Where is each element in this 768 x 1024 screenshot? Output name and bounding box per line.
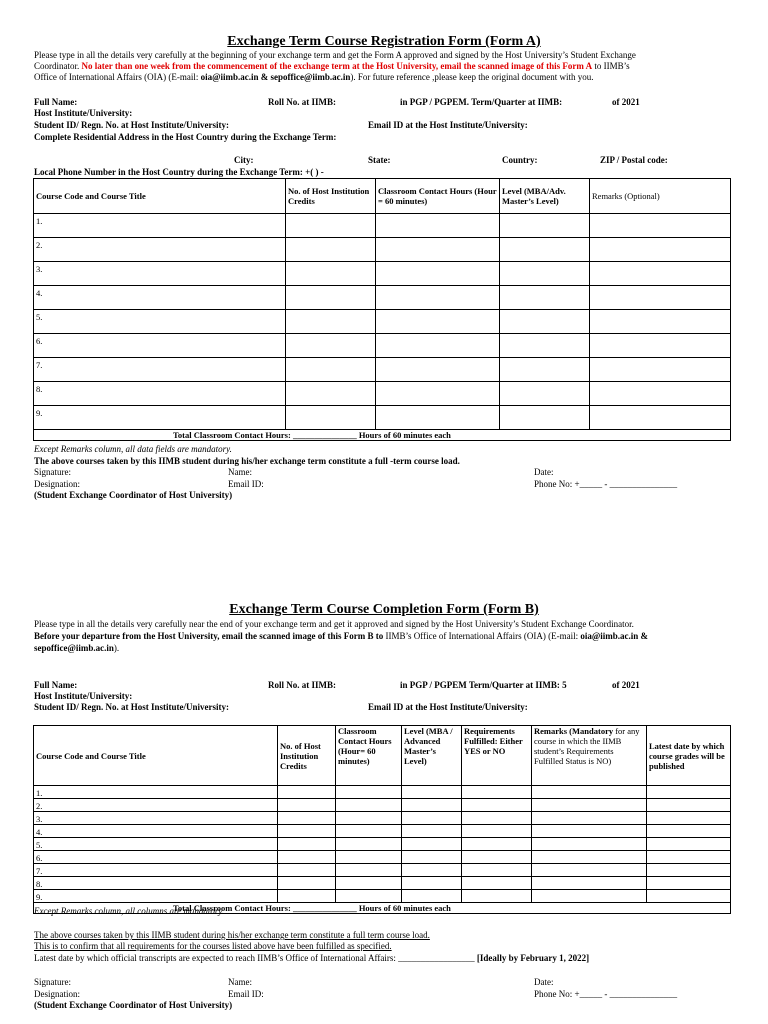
table-cell[interactable] — [590, 238, 731, 262]
table-cell[interactable] — [500, 238, 590, 262]
name-label[interactable]: Name: — [228, 977, 252, 987]
table-cell[interactable] — [647, 877, 731, 890]
table-cell[interactable] — [590, 214, 731, 238]
course-cell[interactable]: 3. — [34, 262, 286, 286]
table-row — [34, 382, 731, 406]
col-hours: Classroom Contact Hours (Hour = 60 minutes) — [376, 179, 500, 214]
state-label: State: — [368, 155, 391, 165]
form-a-intro-line1: Please type in all the details very carefully at the beginning of your exchange term and get the Form A approved and signed by the Host University’s Student Exchange — [34, 50, 636, 60]
table-row — [34, 786, 731, 799]
table-cell[interactable] — [286, 214, 376, 238]
table-cell[interactable] — [376, 286, 500, 310]
total-hours[interactable]: Total Classroom Contact Hours: _______________ Hours of 60 minutes each — [34, 903, 731, 914]
table-cell[interactable] — [590, 406, 731, 430]
table-cell[interactable] — [500, 286, 590, 310]
table-cell[interactable] — [278, 786, 336, 799]
table-cell[interactable] — [462, 838, 532, 851]
table-cell[interactable] — [286, 310, 376, 334]
intro-text: to IIMB’s — [592, 61, 630, 71]
table-cell[interactable] — [462, 825, 532, 838]
remarks-title: Remarks (Mandatory — [534, 726, 614, 736]
col-level: Level (MBA/Adv. Master’s Level) — [500, 179, 590, 214]
table-cell[interactable] — [402, 799, 462, 812]
table-row — [34, 851, 731, 864]
course-cell[interactable]: 5. — [34, 310, 286, 334]
table-cell[interactable] — [402, 851, 462, 864]
address-label: Complete Residential Address in the Host Country during the Exchange Term: — [34, 132, 337, 142]
host-institute-label: Host Institute/University: — [34, 691, 133, 701]
form-b-course-table — [33, 725, 731, 914]
table-cell[interactable] — [532, 851, 647, 864]
coordinator-label: (Student Exchange Coordinator of Host University) — [34, 1000, 233, 1010]
col-course: Course Code and Course Title — [34, 179, 286, 214]
table-cell[interactable] — [647, 825, 731, 838]
full-name-label: Full Name: — [34, 97, 78, 107]
table-cell[interactable] — [336, 877, 402, 890]
sep-email-link[interactable]: sepoffice@iimb.ac.in — [34, 643, 114, 653]
form-b-intro-line1: Please type in all the details very carefully near the end of your exchange term and get it approved and signed by the Host University’s Student Exchange Coordinator. — [34, 619, 634, 629]
table-cell[interactable] — [590, 262, 731, 286]
table-cell[interactable] — [647, 851, 731, 864]
phone-sig-label[interactable]: Phone No: +_____ - _______________ — [534, 479, 678, 489]
table-cell[interactable] — [286, 286, 376, 310]
table-row — [34, 262, 731, 286]
form-b-confirm2: This is to confirm that all requirements for the courses listed above have been fulfilled as specified. — [34, 941, 392, 951]
table-cell[interactable] — [647, 864, 731, 877]
table-row — [34, 334, 731, 358]
col-remarks: Remarks (Optional) — [590, 179, 731, 214]
table-cell[interactable] — [336, 799, 402, 812]
col-level: Level (MBA / Advanced Master’s Level) — [402, 726, 462, 786]
course-cell[interactable]: 2. — [34, 238, 286, 262]
form-b-latest-date[interactable] — [34, 953, 589, 964]
table-cell[interactable] — [376, 334, 500, 358]
table-cell[interactable] — [532, 838, 647, 851]
table-cell[interactable] — [647, 799, 731, 812]
course-cell[interactable]: 4. — [34, 825, 278, 838]
table-cell[interactable] — [402, 838, 462, 851]
form-b-note: Except Remarks column, all columns are mandatory. — [34, 906, 225, 916]
table-cell[interactable] — [278, 812, 336, 825]
table-cell[interactable] — [462, 851, 532, 864]
table-header-row — [34, 179, 731, 214]
table-row — [34, 825, 731, 838]
table-row — [34, 799, 731, 812]
course-cell[interactable]: 9. — [34, 406, 286, 430]
intro-text: ). — [113, 643, 120, 653]
table-cell[interactable] — [532, 812, 647, 825]
table-cell[interactable] — [286, 238, 376, 262]
course-cell[interactable]: 7. — [34, 358, 286, 382]
table-row — [34, 864, 731, 877]
course-cell[interactable]: 6. — [34, 334, 286, 358]
table-cell[interactable] — [278, 890, 336, 903]
table-cell[interactable] — [462, 786, 532, 799]
course-cell[interactable]: 2. — [34, 799, 278, 812]
table-cell[interactable] — [500, 262, 590, 286]
table-cell[interactable] — [590, 286, 731, 310]
table-cell[interactable] — [376, 382, 500, 406]
intro-text: IIMB’s Office of International Affairs (OIA) (E-mail: — [383, 631, 581, 641]
table-cell[interactable] — [336, 890, 402, 903]
col-latest-date: Latest date by which course grades will be published — [647, 726, 731, 786]
pgp-term-label: in PGP / PGPEM Term/Quarter at IIMB: 5 — [400, 680, 567, 690]
table-cell[interactable] — [286, 262, 376, 286]
email-sig-label[interactable]: Email ID: — [228, 989, 264, 999]
total-hours[interactable]: Total Classroom Contact Hours: _______________ Hours of 60 minutes each — [34, 430, 731, 441]
course-cell[interactable]: 8. — [34, 382, 286, 406]
table-cell[interactable] — [376, 238, 500, 262]
table-row — [34, 238, 731, 262]
form-a-intro-line3 — [34, 72, 594, 83]
remarks-detail: for any course in which the IIMB student’s Requirements Fulfilled Status is NO) — [534, 726, 640, 766]
date-label[interactable]: Date: — [534, 467, 554, 477]
table-cell[interactable] — [647, 786, 731, 799]
form-b-title: Exchange Term Course Completion Form (Form B) — [229, 602, 539, 617]
table-cell[interactable] — [286, 406, 376, 430]
table-cell[interactable] — [336, 851, 402, 864]
latest-date-text: Latest date by which official transcripts are expected to reach IIMB’s Office of International Affairs: _________________ — [34, 953, 475, 963]
table-cell[interactable] — [500, 406, 590, 430]
form-a-title: Exchange Term Course Registration Form (Form A) — [227, 34, 541, 49]
table-cell[interactable] — [402, 864, 462, 877]
table-row — [34, 812, 731, 825]
table-cell[interactable] — [462, 799, 532, 812]
full-name-label: Full Name: — [34, 680, 78, 690]
col-course: Course Code and Course Title — [34, 726, 278, 786]
table-cell[interactable] — [532, 890, 647, 903]
table-cell[interactable] — [532, 786, 647, 799]
table-cell[interactable] — [402, 890, 462, 903]
form-a-course-table — [33, 178, 731, 441]
table-cell[interactable] — [278, 838, 336, 851]
course-cell[interactable]: 5. — [34, 838, 278, 851]
table-cell[interactable] — [336, 838, 402, 851]
table-cell[interactable] — [462, 877, 532, 890]
table-cell[interactable] — [500, 358, 590, 382]
zip-label: ZIP / Postal code: — [600, 155, 668, 165]
table-cell[interactable] — [278, 851, 336, 864]
course-cell[interactable]: 1. — [34, 214, 286, 238]
table-row — [34, 877, 731, 890]
host-institute-label: Host Institute/University: — [34, 108, 133, 118]
form-b-intro-line2 — [34, 631, 648, 642]
table-cell[interactable] — [462, 890, 532, 903]
table-cell[interactable] — [590, 358, 731, 382]
email-id-label: Email ID at the Host Institute/University: — [368, 702, 528, 712]
col-remarks — [532, 726, 647, 786]
table-cell[interactable] — [402, 825, 462, 838]
city-label: City: — [234, 155, 254, 165]
course-cell[interactable]: 4. — [34, 286, 286, 310]
col-credits: No. of Host Institution Credits — [278, 726, 336, 786]
table-cell[interactable] — [376, 310, 500, 334]
table-cell[interactable] — [402, 812, 462, 825]
course-cell[interactable]: 1. — [34, 786, 278, 799]
table-cell[interactable] — [462, 864, 532, 877]
pgp-term-label: in PGP / PGPEM. Term/Quarter at IIMB: — [400, 97, 563, 107]
table-cell[interactable] — [532, 799, 647, 812]
table-cell[interactable] — [647, 838, 731, 851]
table-row — [34, 358, 731, 382]
table-cell[interactable] — [286, 334, 376, 358]
table-cell[interactable] — [500, 334, 590, 358]
signature-label[interactable]: Signature: — [34, 977, 71, 987]
course-cell[interactable]: 8. — [34, 877, 278, 890]
table-cell[interactable] — [278, 877, 336, 890]
intro-text: ). For future reference ,please keep the original document with you. — [350, 72, 594, 82]
table-cell[interactable] — [278, 864, 336, 877]
email-id-label: Email ID at the Host Institute/University: — [368, 120, 528, 130]
intro-text: Before your departure from the Host University, email the scanned image of this Form B to — [34, 631, 384, 641]
table-cell[interactable] — [500, 310, 590, 334]
student-id-label: Student ID/ Regn. No. at Host Institute/University: — [34, 120, 230, 130]
table-cell[interactable] — [376, 214, 500, 238]
col-hours: Classroom Contact Hours (Hour= 60 minutes) — [336, 726, 402, 786]
table-row — [34, 890, 731, 903]
table-cell[interactable] — [402, 786, 462, 799]
table-total-row — [34, 430, 731, 441]
year-label: of 2021 — [612, 97, 640, 107]
form-b-intro-line3 — [34, 643, 119, 654]
form-a-note: Except Remarks column, all data fields are mandatory. — [34, 444, 232, 454]
date-label[interactable]: Date: — [534, 977, 554, 987]
email-sig-label[interactable]: Email ID: — [228, 479, 264, 489]
table-row — [34, 286, 731, 310]
col-requirements: Requirements Fulfilled: Either YES or NO — [462, 726, 532, 786]
table-cell[interactable] — [336, 812, 402, 825]
course-cell[interactable]: 3. — [34, 812, 278, 825]
table-cell[interactable] — [532, 864, 647, 877]
phone-sig-label[interactable]: Phone No: +_____ - _______________ — [534, 989, 678, 999]
intro-text: Coordinator. — [34, 61, 82, 71]
designation-label[interactable]: Designation: — [34, 989, 80, 999]
table-row — [34, 214, 731, 238]
table-cell[interactable] — [336, 786, 402, 799]
table-cell[interactable] — [278, 825, 336, 838]
table-cell[interactable] — [402, 877, 462, 890]
signature-label[interactable]: Signature: — [34, 467, 71, 477]
table-cell[interactable] — [500, 214, 590, 238]
col-credits: No. of Host Institution Credits — [286, 179, 376, 214]
phone-label: Local Phone Number in the Host Country during the Exchange Term: +( ) - — [34, 167, 324, 177]
table-cell[interactable] — [532, 825, 647, 838]
course-cell[interactable]: 6. — [34, 851, 278, 864]
roll-no-label: Roll No. at IIMB: — [268, 97, 336, 107]
table-row — [34, 406, 731, 430]
table-cell[interactable] — [532, 877, 647, 890]
intro-text: Office of International Affairs (OIA) (E-mail: — [34, 72, 201, 82]
form-a-confirm: The above courses taken by this IIMB student during his/her exchange term constitute a full -term course load. — [34, 456, 460, 466]
table-cell[interactable] — [590, 334, 731, 358]
course-cell[interactable]: 9. — [34, 890, 278, 903]
table-cell[interactable] — [647, 812, 731, 825]
table-cell[interactable] — [376, 262, 500, 286]
country-label: Country: — [502, 155, 538, 165]
table-cell[interactable] — [647, 890, 731, 903]
coordinator-label: (Student Exchange Coordinator of Host University) — [34, 490, 233, 500]
table-row — [34, 310, 731, 334]
table-cell[interactable] — [590, 382, 731, 406]
ideally-date: [Ideally by February 1, 2022] — [476, 953, 590, 963]
table-cell[interactable] — [376, 406, 500, 430]
student-id-label: Student ID/ Regn. No. at Host Institute/University: — [34, 702, 230, 712]
designation-label[interactable]: Designation: — [34, 479, 80, 489]
table-cell[interactable] — [376, 358, 500, 382]
year-label: of 2021 — [612, 680, 640, 690]
form-b-confirm1: The above courses taken by this IIMB student during his/her exchange term constitute a full term course load. — [34, 930, 430, 940]
course-cell[interactable]: 7. — [34, 864, 278, 877]
table-cell[interactable] — [278, 799, 336, 812]
form-a-intro-line2 — [34, 61, 630, 72]
table-cell[interactable] — [286, 358, 376, 382]
table-cell[interactable] — [590, 310, 731, 334]
table-cell[interactable] — [286, 382, 376, 406]
oia-email-link[interactable]: oia@iimb.ac.in & — [580, 631, 649, 641]
deadline-notice: No later than one week from the commencement of the exchange term at the Host University, email the scanned image of this Form A — [81, 61, 593, 71]
oia-email-link[interactable]: oia@iimb.ac.in & sepoffice@iimb.ac.in — [200, 72, 351, 82]
table-cell[interactable] — [500, 382, 590, 406]
name-label[interactable]: Name: — [228, 467, 252, 477]
table-header-row — [34, 726, 731, 786]
table-cell[interactable] — [336, 825, 402, 838]
table-cell[interactable] — [336, 864, 402, 877]
table-cell[interactable] — [462, 812, 532, 825]
table-row — [34, 838, 731, 851]
roll-no-label: Roll No. at IIMB: — [268, 680, 336, 690]
